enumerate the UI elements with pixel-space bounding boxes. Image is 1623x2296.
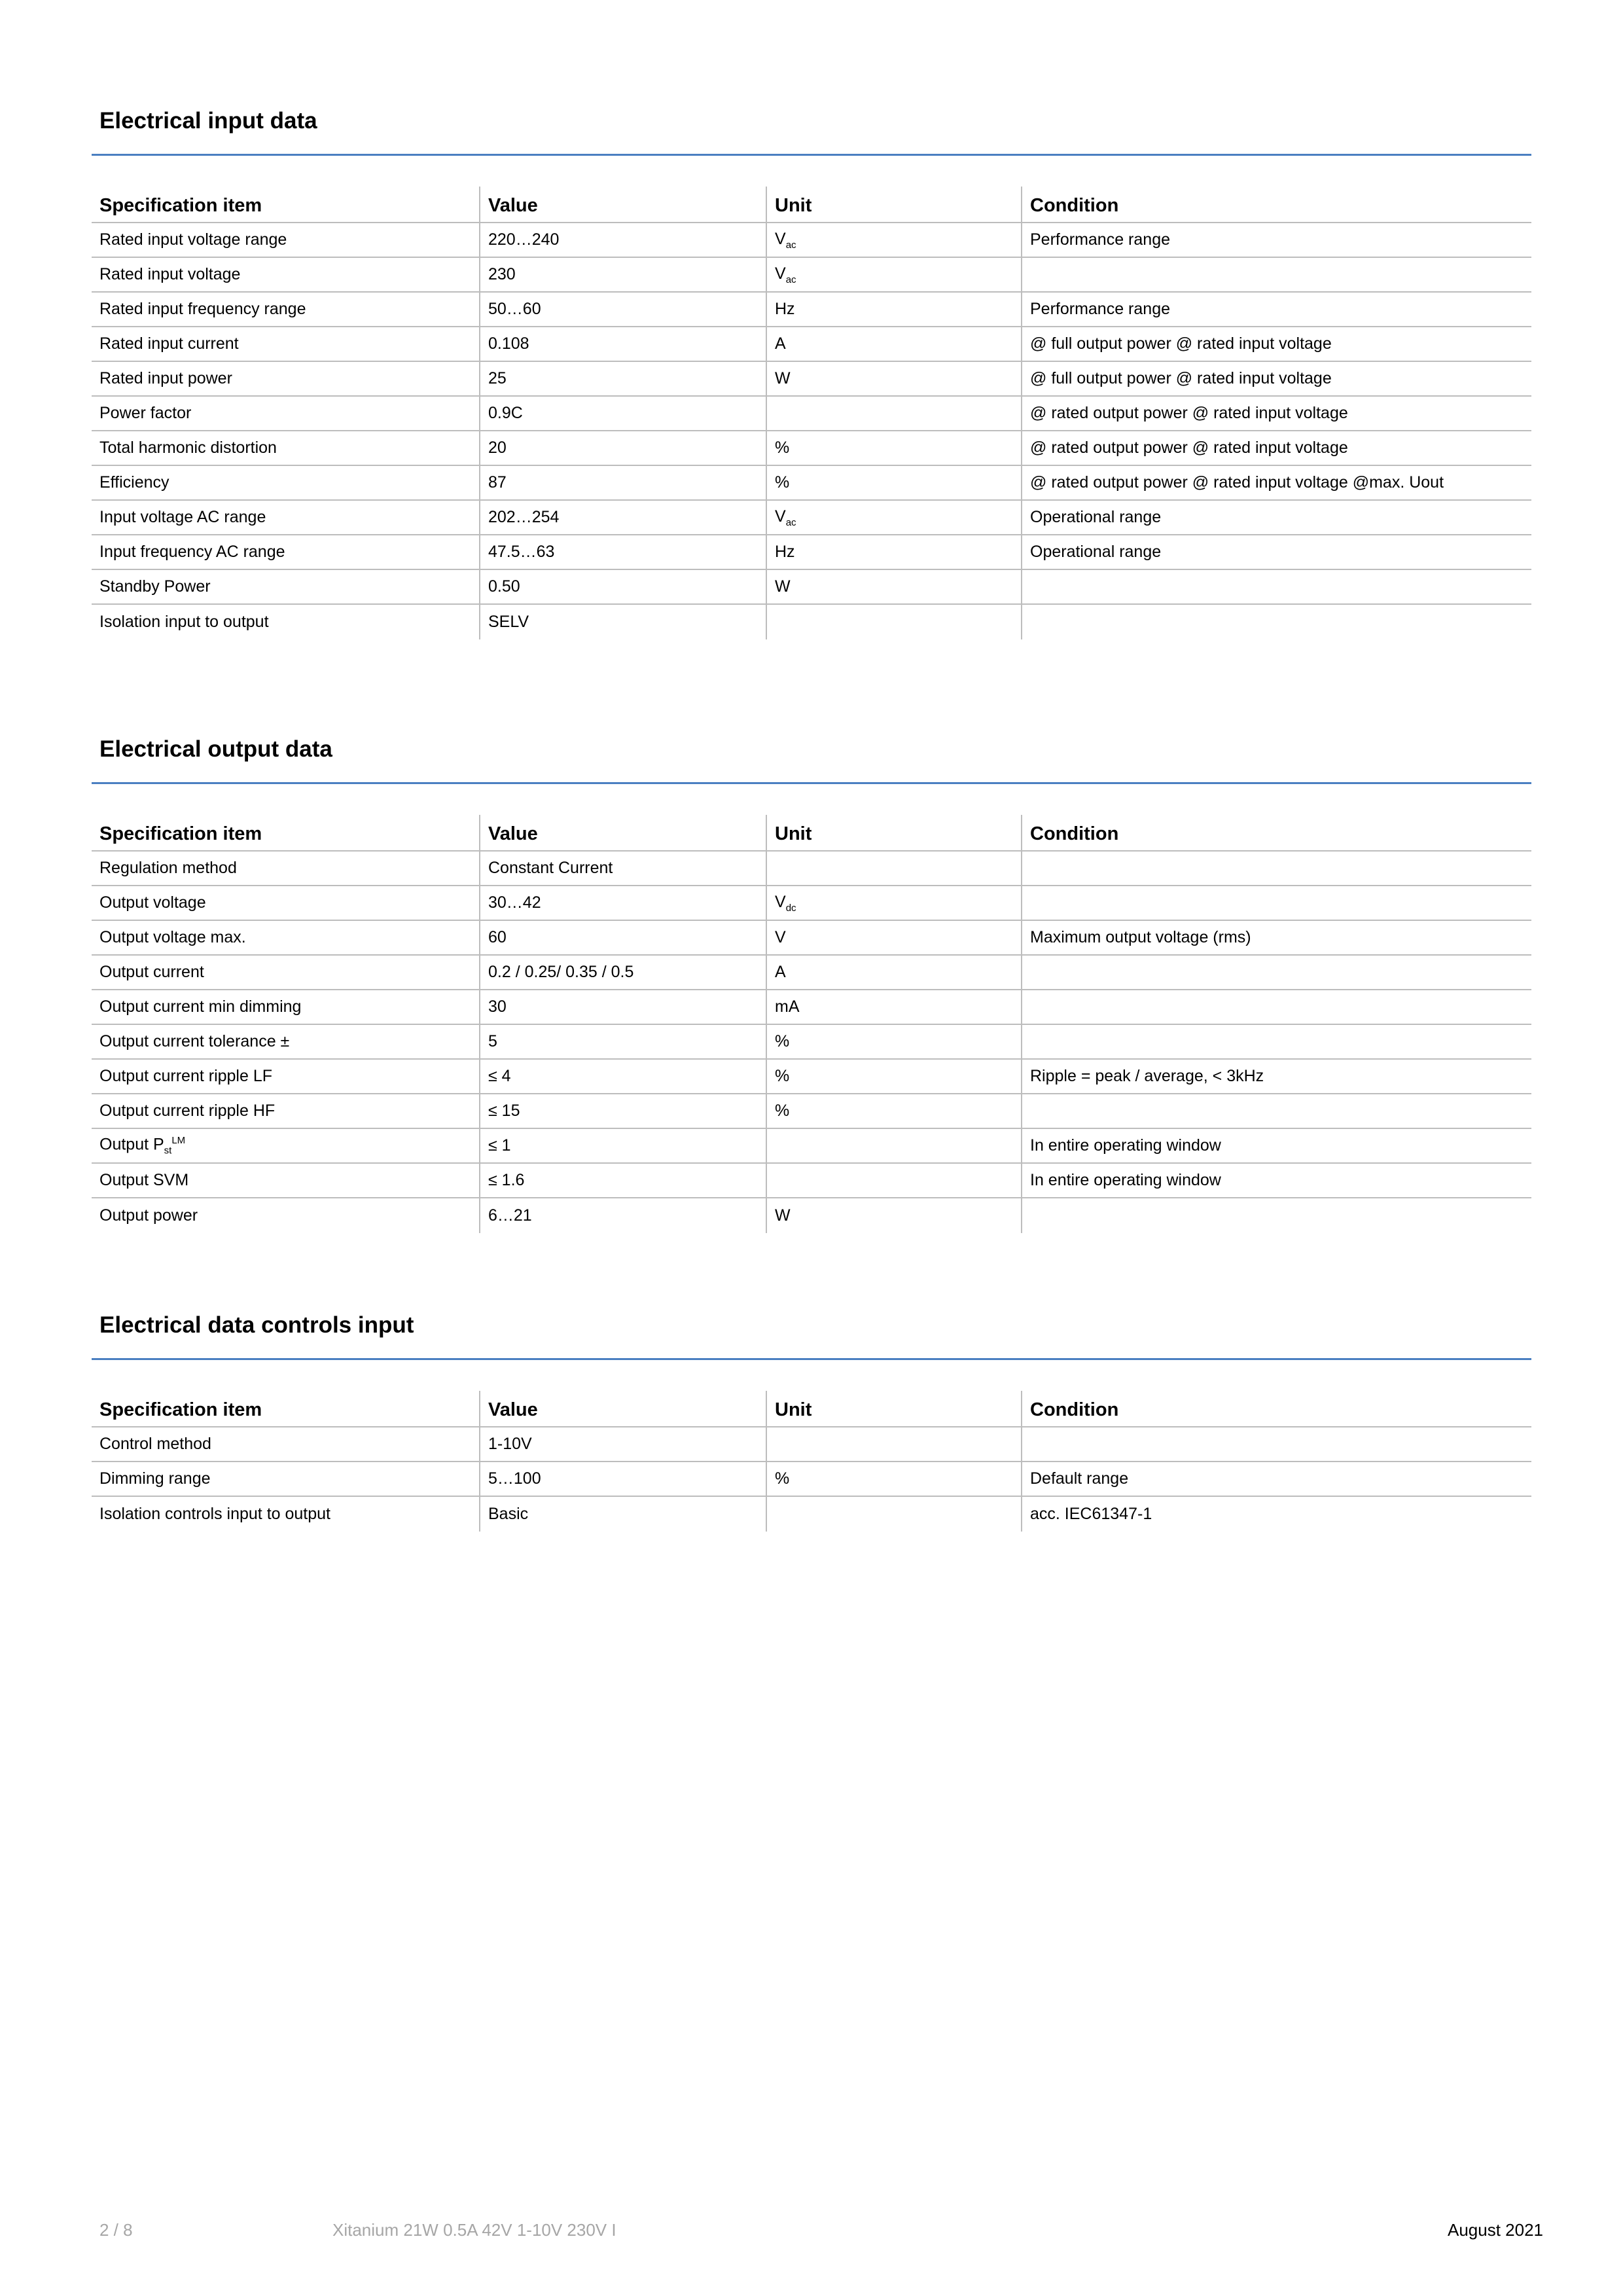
table-row — [92, 605, 1531, 639]
spec-unit-base: V — [775, 264, 786, 283]
spec-item-cell — [92, 466, 479, 499]
spec-item-label: Output P — [99, 1135, 164, 1154]
spec-item-text — [99, 1505, 330, 1524]
spec-unit — [775, 1469, 789, 1488]
spec-unit-base: % — [775, 439, 790, 457]
spec-value-cell — [479, 1129, 766, 1162]
footer-date: August 2021 — [1447, 2220, 1543, 2240]
spec-value-cell — [479, 1094, 766, 1128]
spec-value-cell — [479, 466, 766, 499]
spec-value: 0.50 — [488, 577, 520, 596]
spec-item-label: Output power — [99, 1206, 198, 1225]
table-row — [92, 990, 1531, 1025]
spec-item-text — [99, 1206, 198, 1225]
spec-item-label: Rated input power — [99, 369, 232, 387]
spec-item-label: Output voltage — [99, 893, 206, 912]
spec-condition: Ripple = peak / average, < 3kHz — [1030, 1067, 1264, 1085]
spec-value: 0.108 — [488, 334, 529, 353]
spec-unit-cell — [766, 570, 1021, 603]
spec-unit — [775, 230, 796, 251]
spec-condition-cell — [1021, 1427, 1531, 1461]
spec-item-text — [99, 543, 285, 562]
header-specification-item: Specification item — [99, 195, 262, 216]
spec-item-text — [99, 334, 239, 353]
spec-item-cell — [92, 397, 479, 430]
spec-condition: Operational range — [1030, 543, 1162, 561]
spec-unit-base: % — [775, 1067, 790, 1085]
header-unit: Unit — [766, 187, 1021, 222]
spec-value-cell — [479, 1497, 766, 1532]
spec-item-text — [99, 230, 287, 249]
spec-unit — [775, 439, 789, 457]
spec-item-label: Total harmonic distortion — [99, 439, 277, 457]
spec-value: Constant Current — [488, 859, 613, 877]
spec-value-cell — [479, 852, 766, 885]
header-value: Value — [479, 187, 766, 222]
header-unit: Unit — [766, 815, 1021, 850]
table-row — [92, 1025, 1531, 1060]
spec-unit-base: % — [775, 1032, 790, 1050]
spec-condition-cell — [1021, 293, 1531, 326]
spec-condition-cell — [1021, 605, 1531, 639]
spec-item-label: Output current min dimming — [99, 997, 302, 1016]
spec-item-text — [99, 1435, 211, 1454]
spec-item-cell — [92, 501, 479, 534]
spec-unit-cell — [766, 501, 1021, 534]
spec-table — [92, 1391, 1531, 1532]
spec-item-label: Rated input frequency range — [99, 300, 306, 318]
spec-value-cell — [479, 258, 766, 291]
section-divider — [92, 782, 1531, 784]
spec-item-label: Regulation method — [99, 859, 237, 877]
spec-item-text — [99, 577, 211, 596]
table-row — [92, 956, 1531, 990]
spec-value: 5 — [488, 1032, 497, 1050]
table-header-row — [92, 1391, 1531, 1427]
spec-condition: @ rated output power @ rated input voltage @max. Uout — [1030, 473, 1444, 492]
spec-value: 0.9C — [488, 404, 523, 422]
spec-unit — [775, 577, 791, 596]
spec-item-label: Dimming range — [99, 1469, 211, 1488]
spec-value: 50…60 — [488, 300, 541, 318]
spec-condition-cell — [1021, 956, 1531, 989]
spec-unit-base: % — [775, 1102, 790, 1120]
spec-item-label: Output current ripple HF — [99, 1102, 276, 1120]
spec-condition-cell — [1021, 1198, 1531, 1233]
spec-condition-cell — [1021, 1129, 1531, 1162]
spec-value-cell — [479, 921, 766, 954]
spec-unit — [775, 1206, 791, 1225]
spec-unit-subscript: ac — [785, 239, 796, 251]
spec-unit — [775, 928, 786, 947]
spec-item-text — [99, 1032, 289, 1051]
spec-unit-base: V — [775, 892, 786, 911]
spec-item-cell — [92, 293, 479, 326]
spec-item-label: Rated input voltage — [99, 265, 241, 283]
spec-unit-base: % — [775, 473, 790, 492]
spec-item-label: Output current tolerance ± — [99, 1032, 290, 1050]
spec-unit — [775, 543, 795, 562]
spec-unit — [775, 1067, 789, 1086]
spec-unit-cell — [766, 293, 1021, 326]
spec-item-label: Output current ripple LF — [99, 1067, 273, 1085]
header-condition: Condition — [1021, 815, 1531, 850]
spec-unit-cell — [766, 921, 1021, 954]
spec-item-cell — [92, 327, 479, 361]
spec-item-text — [99, 997, 301, 1016]
spec-condition-cell — [1021, 258, 1531, 291]
spec-unit-cell — [766, 258, 1021, 291]
spec-condition-cell — [1021, 535, 1531, 569]
spec-value: ≤ 4 — [488, 1067, 511, 1085]
section-divider — [92, 1358, 1531, 1360]
spec-value-cell — [479, 1025, 766, 1058]
table-header-row — [92, 187, 1531, 223]
table-row — [92, 1094, 1531, 1129]
spec-item-cell — [92, 1497, 479, 1532]
spec-value: 1-10V — [488, 1435, 532, 1453]
spec-value-cell — [479, 362, 766, 395]
spec-value: 30 — [488, 997, 507, 1016]
spec-value: 6…21 — [488, 1206, 532, 1225]
spec-item-label: Power factor — [99, 404, 192, 422]
spec-condition: Performance range — [1030, 230, 1171, 249]
spec-value-cell — [479, 223, 766, 257]
table-row — [92, 1164, 1531, 1198]
spec-value-cell — [479, 1060, 766, 1093]
spec-unit-base: % — [775, 1469, 790, 1488]
spec-item-cell — [92, 1198, 479, 1233]
spec-unit — [775, 997, 800, 1016]
spec-condition: @ full output power @ rated input voltage — [1030, 369, 1332, 387]
header-value: Value — [479, 1391, 766, 1426]
spec-value-cell — [479, 886, 766, 920]
spec-unit — [775, 507, 796, 528]
spec-condition: @ rated output power @ rated input voltage — [1030, 404, 1348, 422]
spec-unit-cell — [766, 886, 1021, 920]
spec-unit-cell — [766, 1462, 1021, 1496]
spec-unit-base: A — [775, 334, 786, 353]
spec-item-cell — [92, 956, 479, 989]
table-row — [92, 852, 1531, 886]
spec-item-text — [99, 508, 266, 527]
spec-unit-base: W — [775, 577, 791, 596]
spec-item-cell — [92, 1427, 479, 1461]
spec-item-cell — [92, 258, 479, 291]
spec-unit — [775, 1032, 789, 1051]
spec-item-label: Output SVM — [99, 1171, 189, 1189]
spec-unit-subscript: ac — [785, 516, 796, 528]
spec-value: 47.5…63 — [488, 543, 555, 561]
spec-unit-base: A — [775, 963, 786, 981]
spec-item-cell — [92, 1060, 479, 1093]
spec-condition: Maximum output voltage (rms) — [1030, 928, 1251, 946]
spec-item-label: Output voltage max. — [99, 928, 246, 946]
section-title: Electrical input data — [99, 108, 317, 134]
table-row — [92, 1129, 1531, 1164]
spec-unit-base: Hz — [775, 543, 795, 561]
spec-unit-subscript: ac — [785, 274, 796, 285]
table-row — [92, 1462, 1531, 1497]
spec-value: Basic — [488, 1505, 529, 1523]
spec-item-cell — [92, 223, 479, 257]
spec-condition-cell — [1021, 1094, 1531, 1128]
spec-value: 0.2 / 0.25/ 0.35 / 0.5 — [488, 963, 634, 981]
spec-unit-cell — [766, 362, 1021, 395]
spec-value-cell — [479, 605, 766, 639]
spec-unit-cell — [766, 1025, 1021, 1058]
header-condition: Condition — [1021, 1391, 1531, 1426]
spec-value-cell — [479, 501, 766, 534]
spec-unit-cell — [766, 1060, 1021, 1093]
spec-unit-cell — [766, 1094, 1021, 1128]
spec-item-text — [99, 369, 232, 388]
table-row — [92, 501, 1531, 535]
spec-unit-cell — [766, 956, 1021, 989]
spec-condition-cell — [1021, 501, 1531, 534]
spec-item-cell — [92, 852, 479, 885]
spec-item-label: Efficiency — [99, 473, 169, 492]
spec-condition-cell — [1021, 921, 1531, 954]
spec-condition: Performance range — [1030, 300, 1171, 318]
spec-unit-cell — [766, 990, 1021, 1024]
spec-unit-base: W — [775, 1206, 791, 1225]
header-specification-item: Specification item — [99, 823, 262, 844]
spec-item-text — [99, 1067, 272, 1086]
table-row — [92, 570, 1531, 605]
spec-unit-cell — [766, 1427, 1021, 1461]
footer-product-name: Xitanium 21W 0.5A 42V 1-10V 230V I — [332, 2220, 616, 2240]
spec-condition-cell — [1021, 397, 1531, 430]
spec-item-superscript: LM — [171, 1135, 186, 1147]
spec-value-cell — [479, 1462, 766, 1496]
spec-value: 202…254 — [488, 508, 560, 526]
table-row — [92, 293, 1531, 327]
spec-item-label: Standby Power — [99, 577, 211, 596]
spec-unit-cell — [766, 1129, 1021, 1162]
spec-condition: @ rated output power @ rated input voltage — [1030, 439, 1348, 457]
table-row — [92, 466, 1531, 501]
spec-value-cell — [479, 431, 766, 465]
spec-unit-cell — [766, 605, 1021, 639]
table-row — [92, 327, 1531, 362]
footer-page-number: 2 / 8 — [99, 2220, 133, 2240]
spec-value: 30…42 — [488, 893, 541, 912]
spec-item-text — [99, 893, 206, 912]
spec-unit-cell — [766, 466, 1021, 499]
header-specification-item: Specification item — [99, 1399, 262, 1420]
spec-unit-cell — [766, 852, 1021, 885]
spec-condition-cell — [1021, 362, 1531, 395]
spec-item-cell — [92, 1025, 479, 1058]
spec-item-label: Isolation input to output — [99, 613, 269, 631]
table-row — [92, 535, 1531, 570]
spec-unit-cell — [766, 397, 1021, 430]
spec-unit — [775, 963, 786, 982]
spec-condition-cell — [1021, 1060, 1531, 1093]
spec-value: ≤ 1.6 — [488, 1171, 525, 1189]
spec-value: 230 — [488, 265, 516, 283]
spec-condition-cell — [1021, 327, 1531, 361]
table-row — [92, 431, 1531, 466]
table-row — [92, 1060, 1531, 1094]
spec-unit-cell — [766, 223, 1021, 257]
spec-condition-cell — [1021, 431, 1531, 465]
spec-value: 87 — [488, 473, 507, 492]
spec-unit — [775, 334, 786, 353]
spec-item-text — [99, 439, 277, 457]
spec-table — [92, 815, 1531, 1233]
spec-item-text — [99, 859, 237, 878]
spec-unit-cell — [766, 535, 1021, 569]
table-row — [92, 362, 1531, 397]
spec-item-text — [99, 963, 204, 982]
spec-value-cell — [479, 1427, 766, 1461]
spec-item-cell — [92, 570, 479, 603]
spec-unit-subscript: dc — [785, 902, 796, 914]
table-row — [92, 1427, 1531, 1462]
spec-condition-cell — [1021, 1497, 1531, 1532]
spec-value-cell — [479, 570, 766, 603]
spec-item-text — [99, 1135, 185, 1156]
spec-unit-base: V — [775, 229, 786, 248]
spec-item-cell — [92, 990, 479, 1024]
table-row — [92, 1198, 1531, 1233]
spec-condition: acc. IEC61347-1 — [1030, 1505, 1152, 1523]
spec-unit-cell — [766, 1497, 1021, 1532]
spec-condition-cell — [1021, 886, 1531, 920]
spec-item-text — [99, 1171, 188, 1190]
section-divider — [92, 154, 1531, 156]
spec-item-text — [99, 404, 191, 423]
spec-value-cell — [479, 990, 766, 1024]
spec-item-cell — [92, 1164, 479, 1197]
spec-item-cell — [92, 886, 479, 920]
spec-item-label: Rated input voltage range — [99, 230, 287, 249]
spec-item-label: Input frequency AC range — [99, 543, 285, 561]
spec-unit-cell — [766, 431, 1021, 465]
spec-condition-cell — [1021, 466, 1531, 499]
spec-unit — [775, 893, 796, 914]
spec-value: 5…100 — [488, 1469, 541, 1488]
spec-item-text — [99, 613, 269, 632]
spec-item-cell — [92, 1462, 479, 1496]
table-row — [92, 258, 1531, 293]
spec-item-cell — [92, 362, 479, 395]
header-condition: Condition — [1021, 187, 1531, 222]
spec-value: 60 — [488, 928, 507, 946]
table-row — [92, 886, 1531, 921]
spec-value: ≤ 1 — [488, 1136, 511, 1155]
spec-condition-cell — [1021, 990, 1531, 1024]
spec-value-cell — [479, 397, 766, 430]
spec-value: 20 — [488, 439, 507, 457]
spec-unit-cell — [766, 1198, 1021, 1233]
spec-unit-base: V — [775, 928, 786, 946]
spec-unit — [775, 300, 795, 319]
header-value: Value — [479, 815, 766, 850]
spec-unit-base: Hz — [775, 300, 795, 318]
spec-item-label: Input voltage AC range — [99, 508, 266, 526]
spec-item-cell — [92, 1094, 479, 1128]
spec-value-cell — [479, 956, 766, 989]
spec-condition-cell — [1021, 1025, 1531, 1058]
header-unit: Unit — [766, 1391, 1021, 1426]
spec-item-label: Isolation controls input to output — [99, 1505, 331, 1523]
section-title: Electrical output data — [99, 736, 332, 762]
spec-item-cell — [92, 605, 479, 639]
spec-unit-cell — [766, 1164, 1021, 1197]
spec-value-cell — [479, 1198, 766, 1233]
spec-condition: In entire operating window — [1030, 1136, 1221, 1155]
spec-table — [92, 187, 1531, 639]
spec-value: 220…240 — [488, 230, 560, 249]
spec-item-text — [99, 300, 306, 319]
spec-condition-cell — [1021, 852, 1531, 885]
spec-item-subscript: st — [164, 1145, 172, 1157]
table-row — [92, 397, 1531, 431]
spec-condition-cell — [1021, 1462, 1531, 1496]
spec-condition-cell — [1021, 1164, 1531, 1197]
spec-value-cell — [479, 293, 766, 326]
spec-item-text — [99, 1102, 275, 1121]
spec-value: ≤ 15 — [488, 1102, 520, 1120]
spec-unit — [775, 369, 791, 388]
spec-value: SELV — [488, 613, 529, 631]
spec-condition: Default range — [1030, 1469, 1129, 1488]
table-row — [92, 921, 1531, 956]
spec-item-text — [99, 928, 246, 947]
spec-item-label: Control method — [99, 1435, 211, 1453]
spec-condition: Operational range — [1030, 508, 1162, 526]
spec-value-cell — [479, 1164, 766, 1197]
spec-item-label: Output current — [99, 963, 204, 981]
spec-item-text — [99, 265, 240, 284]
spec-item-cell — [92, 1129, 479, 1162]
spec-unit — [775, 473, 789, 492]
spec-value: 25 — [488, 369, 507, 387]
spec-item-cell — [92, 535, 479, 569]
spec-unit-cell — [766, 327, 1021, 361]
section-title: Electrical data controls input — [99, 1312, 414, 1338]
spec-unit-base: mA — [775, 997, 800, 1016]
spec-item-cell — [92, 431, 479, 465]
spec-condition-cell — [1021, 223, 1531, 257]
spec-condition: In entire operating window — [1030, 1171, 1221, 1189]
spec-unit-base: W — [775, 369, 791, 387]
table-row — [92, 1497, 1531, 1532]
spec-item-cell — [92, 921, 479, 954]
spec-condition-cell — [1021, 570, 1531, 603]
spec-condition: @ full output power @ rated input voltage — [1030, 334, 1332, 353]
spec-item-label: Rated input current — [99, 334, 239, 353]
spec-value-cell — [479, 327, 766, 361]
spec-unit-base: V — [775, 507, 786, 526]
spec-unit — [775, 1102, 789, 1121]
table-row — [92, 223, 1531, 258]
spec-item-text — [99, 1469, 211, 1488]
table-header-row — [92, 815, 1531, 852]
spec-unit — [775, 264, 796, 285]
spec-item-text — [99, 473, 169, 492]
spec-value-cell — [479, 535, 766, 569]
